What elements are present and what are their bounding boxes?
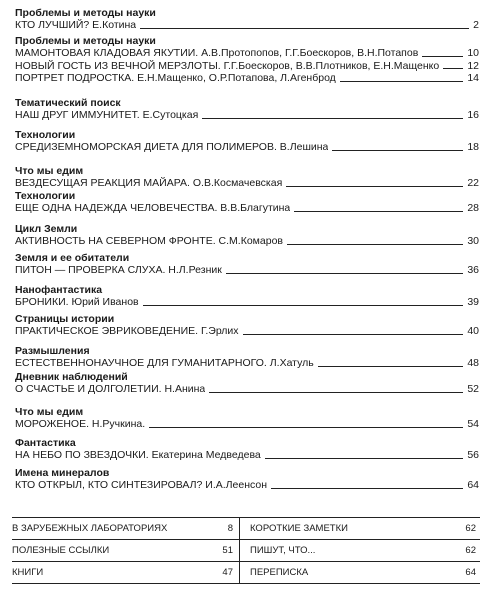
leader-line	[287, 244, 463, 245]
rubric-page: 62	[465, 523, 476, 534]
page-number: 12	[467, 59, 479, 72]
rubric-row	[12, 518, 480, 539]
rubric-label: КНИГИ	[12, 567, 44, 578]
leader-line	[226, 273, 463, 274]
toc-entry[interactable]	[15, 177, 479, 190]
leader-line	[443, 68, 463, 69]
section-heading: Технологии	[15, 190, 76, 202]
toc-section	[15, 437, 479, 462]
rubric-row	[12, 561, 480, 583]
section-heading: Что мы едим	[15, 165, 84, 177]
rubric-cell[interactable]	[12, 518, 240, 539]
toc-entry[interactable]	[15, 202, 479, 215]
toc-section	[15, 284, 479, 309]
entry-title: АКТИВНОСТЬ НА СЕВЕРНОМ ФРОНТЕ. С.М.Комаров	[15, 235, 283, 247]
toc-entry[interactable]	[15, 418, 479, 431]
page-number: 14	[467, 72, 479, 84]
page-number: 2	[473, 19, 479, 31]
page-number: 30	[467, 235, 479, 247]
page-number: 64	[467, 479, 479, 491]
toc-section	[15, 467, 479, 492]
entry-title: НОВЫЙ ГОСТЬ ИЗ ВЕЧНОЙ МЕРЗЛОТЫ. Г.Г.Боескоров, В.В.Плотников, Е.Н.Мащенко	[15, 59, 440, 72]
toc-entry[interactable]	[15, 19, 479, 32]
rubric-row	[12, 539, 480, 561]
toc-entry[interactable]	[15, 60, 479, 73]
leader-line	[340, 81, 464, 82]
toc-entry[interactable]	[15, 296, 479, 309]
page-number: 22	[467, 177, 479, 189]
page-number: 40	[467, 325, 479, 337]
entry-title: КТО ЛУЧШИЙ? Е.Котина	[15, 19, 137, 31]
section-heading: Тематический поиск	[15, 97, 121, 109]
entry-title: ПИТОН — ПРОВЕРКА СЛУХА. Н.Л.Резник	[15, 264, 222, 276]
toc-section	[15, 7, 479, 32]
rubric-cell[interactable]	[240, 540, 480, 561]
toc-entry[interactable]	[15, 325, 479, 338]
rubric-cell[interactable]	[12, 540, 240, 561]
section-heading: Дневник наблюдений	[15, 371, 128, 383]
toc-entry[interactable]	[15, 357, 479, 370]
entry-title: ПОРТРЕТ ПОДРОСТКА. Е.Н.Мащенко, О.Р.Потапова, Л.Агенброд	[15, 72, 336, 84]
entry-title: МАМОНТОВАЯ КЛАДОВАЯ ЯКУТИИ. А.В.Протопопов, Г.Г.Боескоров, В.Н.Потапов	[15, 47, 419, 59]
page-number: 39	[467, 296, 479, 308]
entry-title: НА НЕБО ПО ЗВЕЗДОЧКИ. Екатерина Медведева	[15, 449, 261, 461]
rubric-label: ПОЛЕЗНЫЕ ССЫЛКИ	[12, 545, 110, 556]
rubric-label: ПИШУТ, ЧТО...	[250, 545, 316, 556]
rubric-cell[interactable]	[240, 518, 480, 539]
page-number: 36	[467, 264, 479, 276]
rubric-page: 47	[222, 567, 233, 578]
toc-entry[interactable]	[15, 72, 479, 85]
section-heading: Размышления	[15, 345, 90, 357]
toc-entry[interactable]	[15, 141, 479, 154]
section-heading: Фантастика	[15, 437, 76, 449]
leader-line	[332, 150, 463, 151]
section-heading: Страницы истории	[15, 313, 115, 325]
page-number: 16	[467, 109, 479, 121]
leader-line	[265, 458, 464, 459]
toc-section	[15, 406, 479, 431]
entry-title: ЕСТЕСТВЕННОНАУЧНОЕ ДЛЯ ГУМАНИТАРНОГО. Л.Хатуль	[15, 357, 314, 369]
rubric-label: ПЕРЕПИСКА	[250, 567, 309, 578]
page-number: 52	[467, 383, 479, 395]
rubric-cell[interactable]	[240, 562, 480, 583]
rubric-label: КОРОТКИЕ ЗАМЕТКИ	[250, 523, 348, 534]
page-number: 10	[467, 47, 479, 59]
rubrics-table	[12, 517, 480, 584]
page-number: 56	[467, 449, 479, 461]
toc-entry[interactable]	[15, 47, 479, 60]
section-heading: Имена минералов	[15, 467, 110, 479]
toc-section	[15, 313, 479, 338]
toc-section	[15, 223, 479, 248]
rubric-page: 51	[222, 545, 233, 556]
toc-entry[interactable]	[15, 449, 479, 462]
leader-line	[271, 488, 463, 489]
toc-entry[interactable]	[15, 109, 479, 122]
entry-title: КТО ОТКРЫЛ, КТО СИНТЕЗИРОВАЛ? И.А.Леенсон	[15, 479, 268, 491]
section-heading: Нанофантастика	[15, 284, 103, 296]
leader-line	[286, 186, 463, 187]
toc-section	[15, 345, 479, 370]
toc-section	[15, 165, 479, 190]
page-number: 18	[467, 141, 479, 153]
rubric-page: 62	[465, 545, 476, 556]
leader-line	[209, 392, 463, 393]
toc-entry[interactable]	[15, 479, 479, 492]
rubric-page: 8	[227, 523, 233, 534]
toc-entry[interactable]	[15, 383, 479, 396]
entry-title: СРЕДИЗЕМНОМОРСКАЯ ДИЕТА ДЛЯ ПОЛИМЕРОВ. В.Лешина	[15, 141, 329, 153]
leader-line	[294, 211, 463, 212]
entry-title: О СЧАСТЬЕ И ДОЛГОЛЕТИИ. Н.Анина	[15, 383, 206, 395]
rubric-label: В ЗАРУБЕЖНЫХ ЛАБОРАТОРИЯХ	[12, 523, 168, 534]
page-number: 28	[467, 202, 479, 214]
toc-section	[15, 252, 479, 277]
toc-section	[15, 129, 479, 154]
section-heading: Проблемы и методы науки	[15, 35, 156, 47]
toc-section	[15, 371, 479, 396]
leader-line	[318, 366, 464, 367]
page-number: 54	[467, 418, 479, 430]
section-heading: Цикл Земли	[15, 223, 78, 235]
toc-entry[interactable]	[15, 264, 479, 277]
toc-section	[15, 35, 479, 85]
section-heading: Что мы едим	[15, 406, 84, 418]
page-number: 48	[467, 357, 479, 369]
leader-line	[149, 427, 463, 428]
section-heading: Земля и ее обитатели	[15, 252, 130, 264]
section-heading: Проблемы и методы науки	[15, 7, 156, 19]
entry-title: МОРОЖЕНОЕ. Н.Ручкина.	[15, 418, 146, 430]
leader-line	[422, 56, 463, 57]
entry-title: НАШ ДРУГ ИММУНИТЕТ. Е.Сутоцкая	[15, 109, 199, 121]
leader-line	[140, 28, 469, 29]
entry-title: БРОНИКИ. Юрий Иванов	[15, 296, 139, 308]
rubric-cell[interactable]	[12, 562, 240, 583]
toc-entry[interactable]	[15, 235, 479, 248]
section-heading: Технологии	[15, 129, 76, 141]
entry-title: ЕЩЕ ОДНА НАДЕЖДА ЧЕЛОВЕЧЕСТВА. В.В.Благутина	[15, 202, 291, 214]
leader-line	[143, 305, 464, 306]
entry-title: ВЕЗДЕСУЩАЯ РЕАКЦИЯ МАЙАРА. О.В.Космачевская	[15, 177, 283, 189]
leader-line	[243, 334, 464, 335]
toc-section	[15, 97, 479, 122]
rubric-page: 64	[465, 567, 476, 578]
leader-line	[202, 118, 463, 119]
toc-section	[15, 190, 479, 215]
entry-title: ПРАКТИЧЕСКОЕ ЭВРИКОВЕДЕНИЕ. Г.Эрлих	[15, 325, 239, 337]
